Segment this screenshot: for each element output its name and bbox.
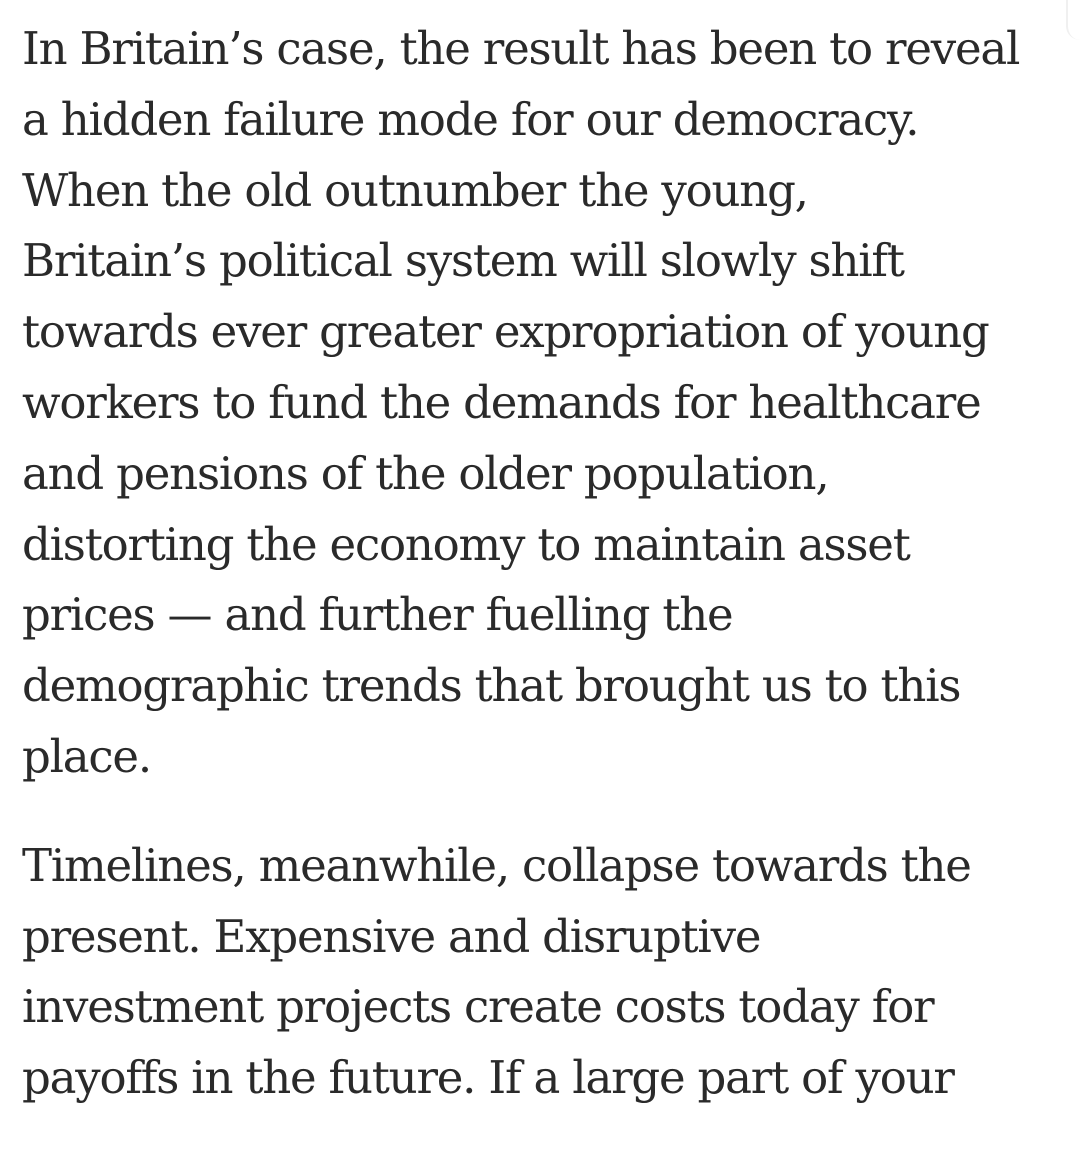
paragraph-2 [22,831,1062,1114]
text-line: When the old outnumber the young, [22,163,808,217]
text-line: place. [22,729,151,783]
text-line: investment projects create costs today for [22,980,934,1034]
text-line: present. Expensive and disruptive [22,909,761,963]
text-line: towards ever greater expropriation of young [22,305,989,359]
text-line: a hidden failure mode for our democracy. [22,92,919,146]
text-line: and pensions of the older population, [22,446,829,500]
paragraph-1 [22,14,1062,793]
text-line: In Britain’s case, the result has been to reveal [22,22,1020,75]
text-line: payoffs in the future. If a large part of your [22,1051,954,1105]
text-line: Timelines, meanwhile, collapse towards the [22,838,971,892]
text-line: demographic trends that brought us to this [22,659,961,713]
text-line: Britain’s political system will slowly shift [22,234,904,288]
text-line: workers to fund the demands for healthcare [22,375,981,429]
text-line: prices — and further fuelling the [22,588,733,642]
scrollbar-edge[interactable] [1066,0,1080,40]
article-body [22,14,1062,1152]
text-line: distorting the economy to maintain asset [22,517,910,571]
